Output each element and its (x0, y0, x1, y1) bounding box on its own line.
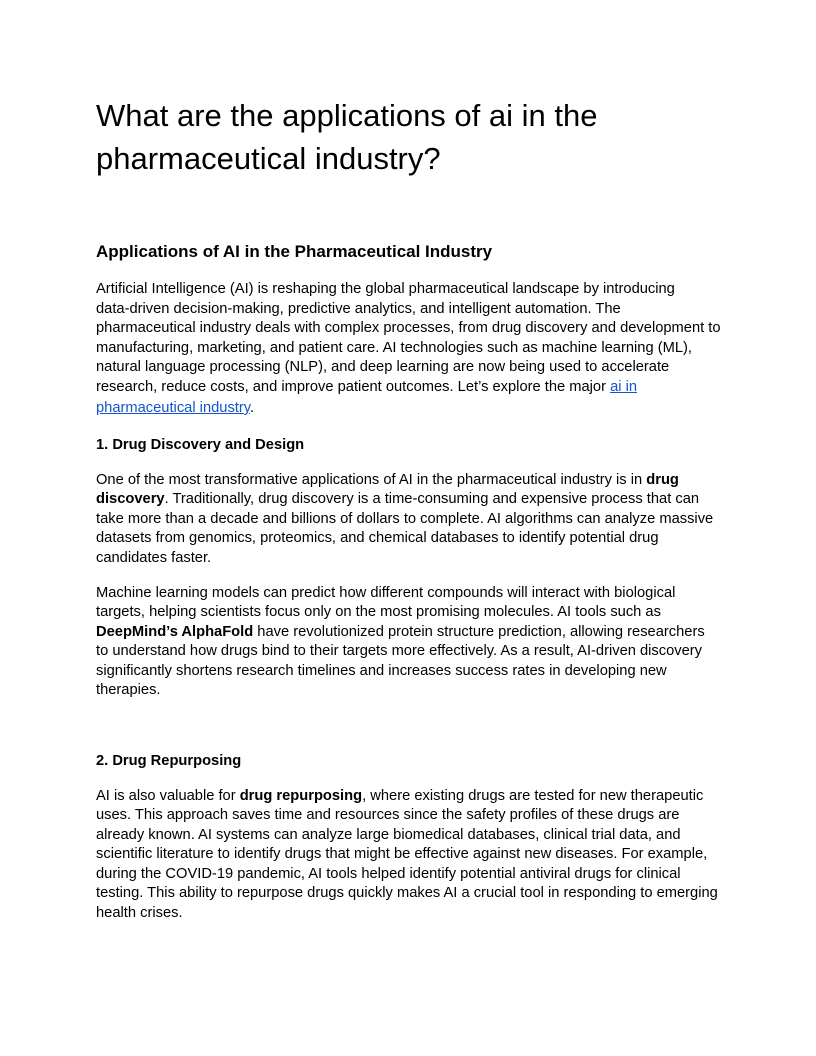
page-title-line-2: pharmaceutical industry? (96, 141, 441, 176)
paragraph-line: scientific literature to identify drugs that might be effective against new diseases. For example, (96, 846, 708, 862)
drug-repurposing-heading: 2. Drug Repurposing (96, 753, 242, 769)
paragraph-line: already known. AI systems can analyze large biomedical databases, clinical trial data, and (96, 827, 681, 843)
paragraph-line: testing. This ability to repurpose drugs quickly makes AI a crucial tool in responding to emerging (96, 885, 718, 901)
text-run: AI is also valuable for (96, 788, 240, 804)
paragraph-line: take more than a decade and billions of dollars to complete. AI algorithms can analyze massive (96, 511, 714, 527)
intro-line (96, 378, 637, 398)
text-run: have revolutionized protein structure prediction, allowing researchers (253, 624, 705, 640)
paragraph-line: significantly shortens research timelines and increases success rates in developing new (96, 663, 667, 679)
intro-text: research, reduce costs, and improve patient outcomes. Let’s explore the major (96, 379, 611, 395)
intro-period: . (250, 400, 255, 416)
text-run: , where existing drugs are tested for new therapeutic (362, 788, 704, 804)
intro-line: pharmaceutical industry deals with complex processes, from drug discovery and development to (96, 320, 721, 336)
paragraph-line (96, 623, 705, 643)
page-title (96, 94, 736, 180)
bold-term: drug (646, 472, 679, 488)
paragraph-line (96, 787, 703, 807)
paragraph-line: candidates faster. (96, 550, 212, 566)
intro-line: Artificial Intelligence (AI) is reshaping the global pharmaceutical landscape by introducing (96, 281, 675, 297)
intro-line (96, 399, 254, 419)
bold-term: DeepMind’s AlphaFold (96, 624, 254, 640)
paragraph-line (96, 471, 679, 491)
paragraph-line: health crises. (96, 905, 183, 921)
drug-discovery-heading: 1. Drug Discovery and Design (96, 437, 305, 453)
text-run: . Traditionally, drug discovery is a time-consuming and expensive process that can (164, 491, 700, 507)
paragraph-line: during the COVID-19 pandemic, AI tools helped identify potential antiviral drugs for clinical (96, 866, 681, 882)
ai-in-pharma-link-continued[interactable]: pharmaceutical industry (96, 400, 251, 416)
paragraph-line: targets, helping scientists focus only on the most promising molecules. AI tools such as (96, 604, 661, 620)
intro-line: manufacturing, marketing, and patient care. AI technologies such as machine learning (ML), (96, 340, 692, 356)
intro-line: natural language processing (NLP), and deep learning are now being used to accelerate (96, 359, 670, 375)
paragraph-line: datasets from genomics, proteomics, and chemical databases to identify potential drug (96, 530, 659, 546)
paragraph-line: Machine learning models can predict how different compounds will interact with biological (96, 585, 676, 601)
paragraph-line (96, 490, 699, 510)
paragraph-line: uses. This approach saves time and resources since the safety profiles of these drugs are (96, 807, 680, 823)
text-run: One of the most transformative applications of AI in the pharmaceutical industry is in (96, 472, 647, 488)
section-heading: Applications of AI in the Pharmaceutical Industry (96, 242, 493, 261)
paragraph-line: therapies. (96, 682, 161, 698)
bold-term: discovery (96, 491, 165, 507)
ai-in-pharma-link[interactable]: ai in (610, 379, 638, 395)
paragraph-line: to understand how drugs bind to their targets more effectively. As a result, AI-driven discovery (96, 643, 703, 659)
bold-term: drug repurposing (239, 788, 363, 804)
intro-line: data-driven decision-making, predictive analytics, and intelligent automation. The (96, 301, 621, 317)
page-title-line-1: What are the applications of ai in the (96, 98, 598, 133)
